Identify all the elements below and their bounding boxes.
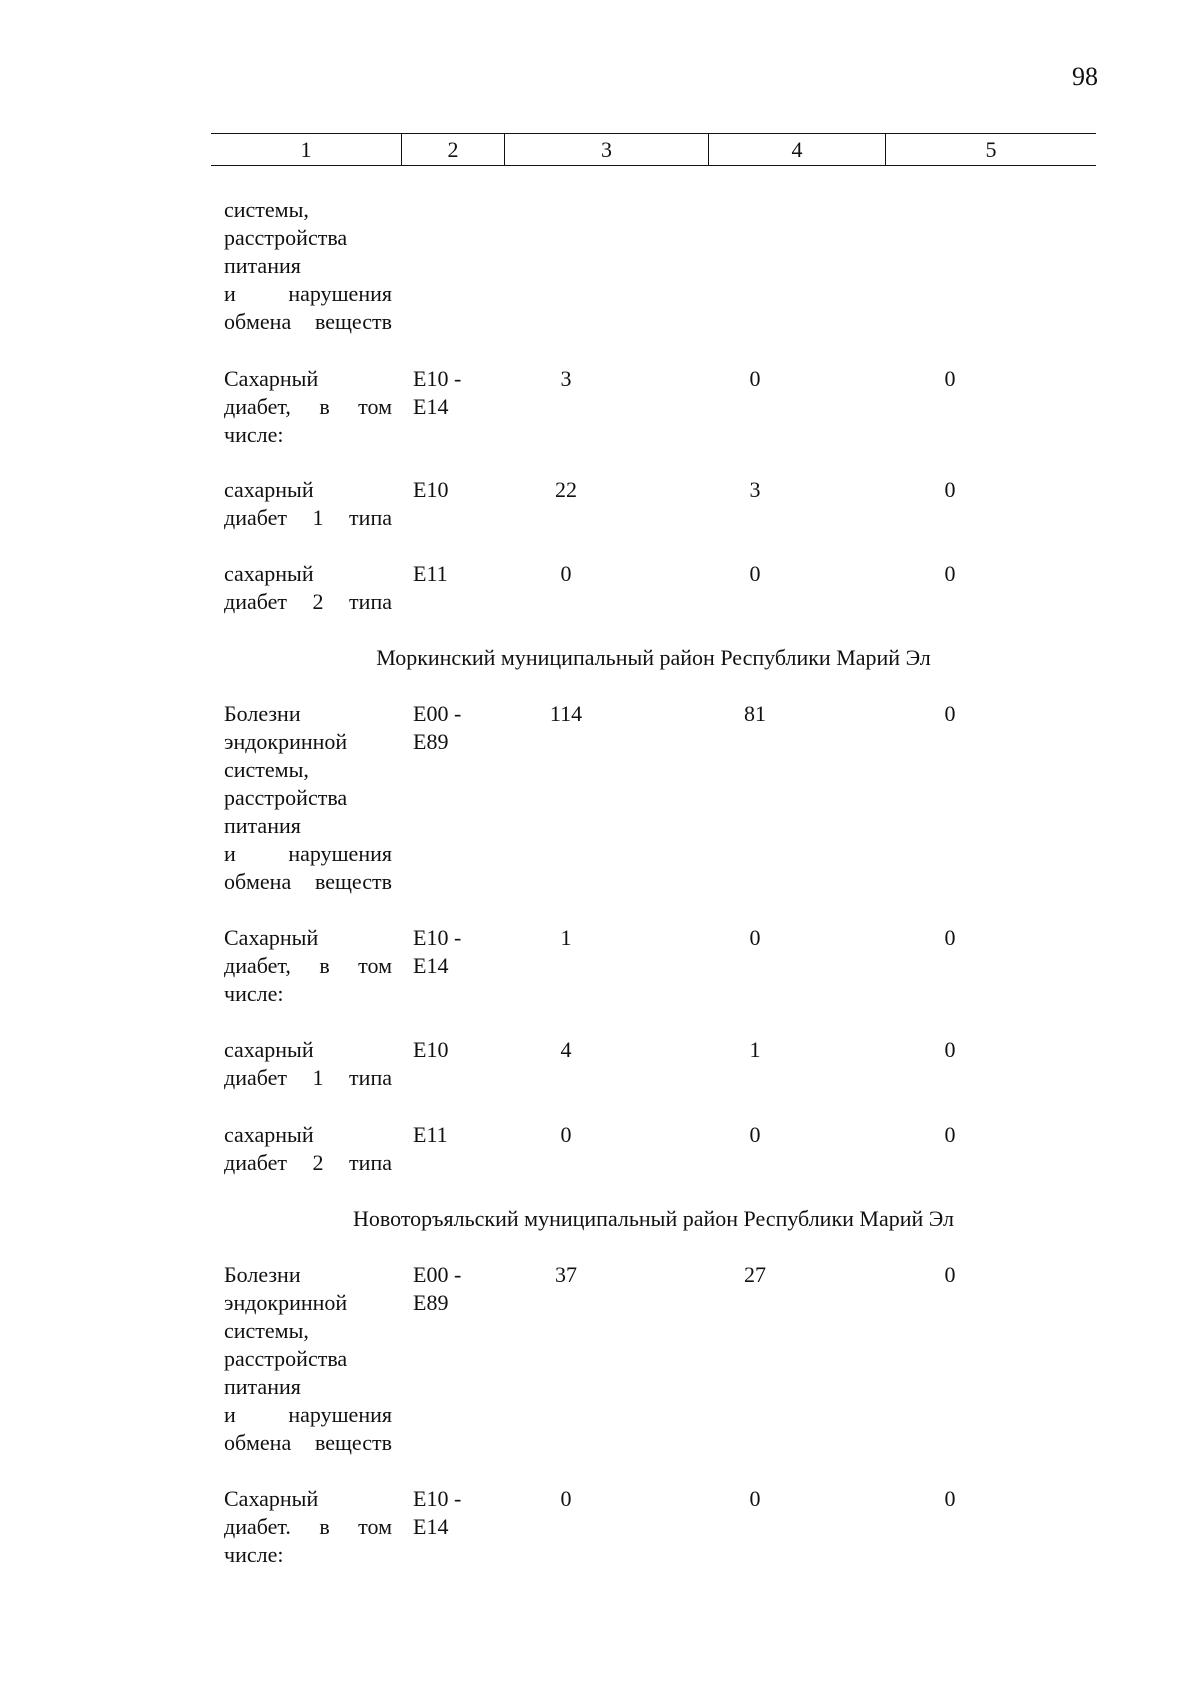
row-code-line: E14 (413, 394, 449, 419)
row-label-line: системы, (224, 1318, 309, 1343)
row-value-c5: 0 (944, 1262, 956, 1287)
row-value-c5: 0 (944, 1122, 956, 1147)
row-code (413, 1036, 448, 1064)
row-label (224, 1036, 392, 1092)
row-value-c3: 0 (560, 1122, 572, 1147)
row-label-line: расстройства (224, 785, 348, 810)
row-value-c4: 0 (749, 366, 761, 391)
row-label-line: обмена веществ (224, 309, 392, 334)
row-code (413, 1121, 448, 1149)
row-value-c3: 37 (555, 1262, 577, 1287)
page-number: 98 (1072, 62, 1098, 91)
row-code (413, 1261, 461, 1317)
row-value-c5: 0 (944, 366, 956, 391)
row-value-c5: 0 (944, 701, 956, 726)
header-col-5: 5 (985, 137, 997, 162)
row-label-line: и нарушения (224, 841, 392, 866)
row-code (413, 560, 448, 588)
row-value-c4: 27 (744, 1262, 766, 1287)
row-label-line: питания (224, 253, 301, 278)
row-label (224, 1485, 392, 1569)
row-label (224, 560, 392, 616)
row-label-line: сахарный (224, 1122, 314, 1147)
row-code-line: E10 (413, 1037, 449, 1062)
region-heading: Новоторъяльский муниципальный район Республики Марий Эл (352, 1206, 954, 1231)
row-value-c4: 0 (749, 561, 761, 586)
row-code (413, 476, 448, 504)
row-label-line: обмена веществ (224, 1430, 392, 1455)
row-code (413, 924, 461, 980)
row-code (413, 1485, 461, 1541)
row-label-line: диабет 1 типа (224, 1065, 392, 1090)
row-label (224, 700, 392, 896)
row-label-line: диабет 2 типа (224, 589, 392, 614)
row-label (224, 1121, 392, 1177)
row-label-line: питания (224, 813, 301, 838)
row-label (224, 476, 392, 532)
header-col-4: 4 (791, 137, 803, 162)
row-code-line: E00 - (413, 701, 462, 726)
row-label (224, 196, 392, 336)
row-label-line: числе: (224, 981, 284, 1006)
row-value-c4: 1 (749, 1037, 761, 1062)
row-label-line: и нарушения (224, 1402, 392, 1427)
row-value-c3: 0 (560, 561, 572, 586)
row-value-c4: 3 (749, 477, 761, 502)
row-value-c3: 3 (560, 366, 572, 391)
row-code (413, 700, 461, 756)
row-code-line: E11 (413, 1122, 448, 1147)
row-code-line: E14 (413, 1514, 449, 1539)
row-value-c4: 0 (749, 925, 761, 950)
row-value-c4: 81 (744, 701, 766, 726)
row-code (413, 365, 461, 421)
row-code-line: E10 - (413, 1486, 462, 1511)
row-label-line: Сахарный (224, 925, 319, 950)
header-col-3: 3 (601, 137, 612, 162)
row-label (224, 365, 392, 449)
row-code-line: E11 (413, 561, 448, 586)
header-col-2: 2 (447, 137, 459, 162)
row-label-line: Сахарный (224, 366, 319, 391)
row-label-line: эндокринной (224, 729, 348, 754)
row-value-c5: 0 (944, 561, 956, 586)
row-label-line: сахарный (224, 477, 314, 502)
row-label-line: диабет, в том (224, 394, 392, 419)
row-code-line: E10 - (413, 366, 462, 391)
row-label-line: питания (224, 1374, 301, 1399)
row-label (224, 924, 392, 1008)
row-label-line: диабет, в том (224, 953, 392, 978)
row-label-line: сахарный (224, 1037, 314, 1062)
row-label-line: Болезни (224, 701, 301, 726)
row-value-c5: 0 (944, 925, 956, 950)
row-value-c5: 0 (944, 1486, 956, 1511)
row-label-line: и нарушения (224, 281, 392, 306)
row-value-c5: 0 (944, 477, 956, 502)
row-code-line: E14 (413, 953, 449, 978)
row-code-line: E89 (413, 1290, 449, 1315)
row-code-line: E00 - (413, 1262, 462, 1287)
row-value-c3: 0 (560, 1486, 572, 1511)
row-value-c3: 4 (560, 1037, 572, 1062)
row-label-line: Болезни (224, 1262, 301, 1287)
row-code-line: E10 - (413, 925, 462, 950)
row-label-line: диабет 1 типа (224, 505, 392, 530)
row-label-line: расстройства (224, 225, 348, 250)
table-header (211, 133, 1096, 166)
row-label-line: эндокринной (224, 1290, 348, 1315)
row-label-line: расстройства (224, 1346, 348, 1371)
row-label-line: Сахарный (224, 1486, 319, 1511)
row-value-c4: 0 (749, 1122, 761, 1147)
row-value-c3: 22 (555, 477, 577, 502)
row-label-line: системы, (224, 197, 309, 222)
row-label (224, 1261, 392, 1457)
row-label-line: сахарный (224, 561, 314, 586)
row-value-c3: 114 (549, 701, 583, 726)
row-value-c5: 0 (944, 1037, 956, 1062)
region-heading: Моркинский муниципальный район Республики Марий Эл (376, 645, 931, 670)
row-code-line: E10 (413, 477, 449, 502)
row-label-line: системы, (224, 757, 309, 782)
row-label-line: числе: (224, 422, 284, 447)
row-label-line: обмена веществ (224, 869, 392, 894)
header-col-1: 1 (300, 137, 312, 162)
row-value-c3: 1 (560, 925, 572, 950)
row-label-line: диабет. в том (224, 1514, 392, 1539)
row-code-line: E89 (413, 729, 449, 754)
row-label-line: числе: (224, 1542, 284, 1567)
row-label-line: диабет 2 типа (224, 1150, 392, 1175)
row-value-c4: 0 (749, 1486, 761, 1511)
